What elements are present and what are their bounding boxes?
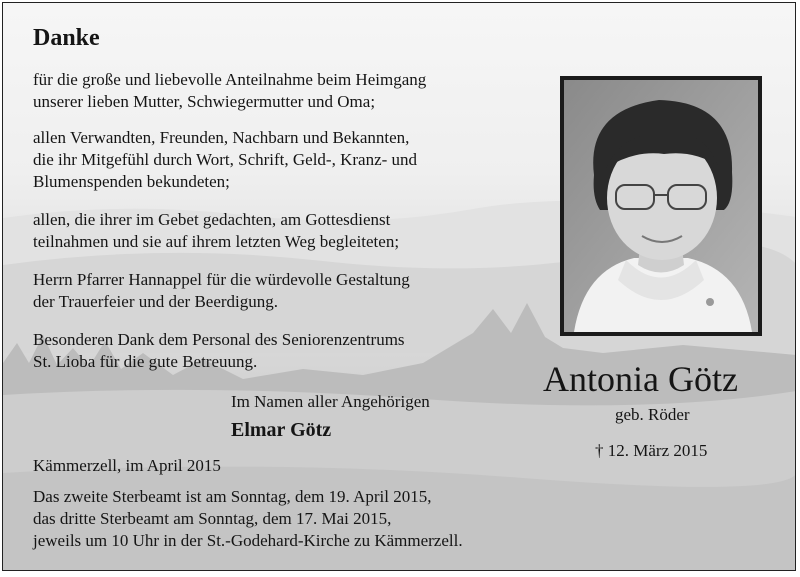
paragraph-line: für die große und liebevolle Anteilnahme beim Heimgang	[33, 70, 427, 89]
title-danke: Danke	[33, 25, 100, 51]
paragraph-line: die ihr Mitgefühl durch Wort, Schrift, Geld-, Kranz- und	[33, 150, 418, 169]
paragraph-line: allen Verwandten, Freunden, Nachbarn und Bekannten,	[33, 128, 410, 147]
memorial-mass-notice	[33, 486, 463, 552]
paragraph-line: Blumenspenden bekundeten;	[33, 172, 230, 191]
maiden-name: geb. Röder	[615, 405, 690, 424]
deceased-name: Antonia Götz	[543, 359, 738, 399]
paragraph-line: der Trauerfeier und der Beerdigung.	[33, 292, 279, 311]
death-date: † 12. März 2015	[595, 441, 708, 460]
thanks-paragraph-3	[33, 209, 553, 253]
thanks-paragraph-1	[33, 69, 553, 113]
notice-line: das dritte Sterbeamt am Sonntag, dem 17. Mai 2015,	[33, 509, 392, 528]
notice-line: jeweils um 10 Uhr in der St.-Godehard-Kirche zu Kämmerzell.	[33, 531, 463, 550]
place-date: Kämmerzell, im April 2015	[33, 456, 221, 475]
thanks-paragraph-5	[33, 329, 553, 373]
signer-name: Elmar Götz	[231, 419, 332, 441]
paragraph-line: Herrn Pfarrer Hannappel für die würdevolle Gestaltung	[33, 270, 410, 289]
portrait-frame	[560, 76, 762, 336]
notice-line: Das zweite Sterbeamt ist am Sonntag, dem 19. April 2015,	[33, 487, 432, 506]
thanks-paragraph-4	[33, 269, 553, 313]
signoff-text: Im Namen aller Angehörigen	[231, 392, 430, 411]
paragraph-line: unserer lieben Mutter, Schwiegermutter und Oma;	[33, 92, 376, 111]
paragraph-line: teilnahmen und sie auf ihrem letzten Weg begleiteten;	[33, 232, 400, 251]
paragraph-line: St. Lioba für die gute Betreuung.	[33, 352, 258, 371]
portrait-brooch	[706, 298, 714, 306]
paragraph-line: Besonderen Dank dem Personal des Seniorenzentrums	[33, 330, 405, 349]
portrait-photo	[564, 80, 758, 332]
paragraph-line: allen, die ihrer im Gebet gedachten, am Gottesdienst	[33, 210, 391, 229]
thanks-paragraph-2	[33, 127, 553, 193]
obituary-card	[2, 2, 796, 571]
